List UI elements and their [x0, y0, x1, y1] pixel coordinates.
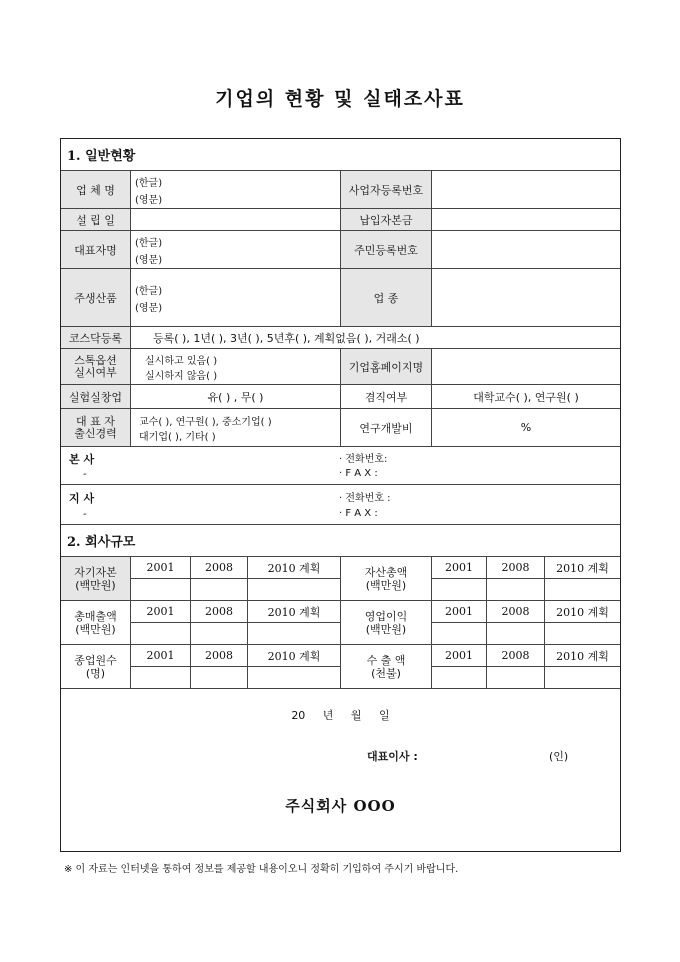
stock-option-field[interactable] [131, 349, 341, 385]
exports-year-2010: 2010 계획 [545, 645, 620, 667]
assets-year-2001: 2001 [432, 557, 487, 579]
homepage-label: 기업홈페이지명 [341, 349, 432, 385]
ceo-career-options[interactable] [131, 409, 341, 447]
sales-year-2008: 2008 [191, 601, 248, 623]
ceo-career-line1: 교수( ), 연구원( ), 중소기업( ) [139, 416, 272, 428]
exports-value-2001[interactable] [432, 667, 487, 689]
employees-year-2001: 2001 [131, 645, 191, 667]
footer-note: ※ 이 자료는 인터넷을 통하여 정보를 제공할 내용이오니 정확히 기입하여 주시기 바랍니다. [64, 864, 459, 875]
hq-fax[interactable]: · F A X : [339, 468, 378, 479]
signature-date[interactable]: 20 년 월 일 [291, 709, 390, 722]
branch-label: 지 사 [69, 492, 95, 505]
assets-year-2008: 2008 [487, 557, 545, 579]
product-field[interactable] [131, 269, 341, 327]
sales-value-2010[interactable] [248, 623, 341, 645]
equity-year-2008: 2008 [191, 557, 248, 579]
korean-tag: (한글) [135, 285, 163, 297]
op-profit-year-2010: 2010 계획 [545, 601, 620, 623]
ceo-career-line2: 대기업( ), 기타( ) [139, 431, 216, 443]
stock-option-label: 스톡옵션 실시여부 [61, 349, 131, 385]
equity-year-2010: 2010 계획 [248, 557, 341, 579]
op-profit-label: 영업이익 (백만원) [341, 601, 432, 645]
employees-label: 종업원수 (명) [61, 645, 131, 689]
kosdaq-options[interactable]: 등록( ), 1년( ), 3년( ), 5년후( ), 계획없음( ), 거래소( ) [131, 327, 620, 349]
biz-reg-field[interactable] [432, 171, 620, 209]
sales-value-2008[interactable] [191, 623, 248, 645]
page-title: 기업의 현황 및 실태조사표 [215, 88, 465, 110]
equity-value-2010[interactable] [248, 579, 341, 601]
hq-address-dash[interactable]: - [83, 469, 87, 480]
section-scale-heading: 2. 회사규모 [61, 525, 620, 557]
survey-form [60, 138, 621, 852]
signature-seal: (인) [549, 750, 569, 763]
branch-address-dash[interactable]: - [83, 509, 87, 520]
assets-value-2010[interactable] [545, 579, 620, 601]
industry-label: 업 종 [341, 269, 432, 327]
rnd-label: 연구개발비 [341, 409, 432, 447]
equity-value-2008[interactable] [191, 579, 248, 601]
rnd-field[interactable]: % [432, 409, 620, 447]
ceo-label: 대표자명 [61, 231, 131, 269]
ceo-field[interactable] [131, 231, 341, 269]
employees-value-2010[interactable] [248, 667, 341, 689]
lab-startup-label: 실험실창업 [61, 385, 131, 409]
assets-value-2001[interactable] [432, 579, 487, 601]
equity-year-2001: 2001 [131, 557, 191, 579]
industry-field[interactable] [432, 269, 620, 327]
capital-field[interactable] [432, 209, 620, 231]
biz-reg-label: 사업자등록번호 [341, 171, 432, 209]
op-profit-value-2001[interactable] [432, 623, 487, 645]
homepage-field[interactable] [432, 349, 620, 385]
hq-label: 본 사 [69, 453, 95, 466]
employees-year-2008: 2008 [191, 645, 248, 667]
branch-phone[interactable]: · 전화번호 : [339, 493, 391, 504]
sales-year-2001: 2001 [131, 601, 191, 623]
korean-tag: (한글) [135, 177, 163, 189]
founded-field[interactable] [131, 209, 341, 231]
korean-tag: (한글) [135, 237, 163, 249]
company-name-field[interactable] [131, 171, 341, 209]
english-tag: (영문) [135, 302, 163, 314]
sales-label: 총매출액 (백만원) [61, 601, 131, 645]
resident-id-label: 주민등록번호 [341, 231, 432, 269]
exports-year-2001: 2001 [432, 645, 487, 667]
hq-phone[interactable]: · 전화번호: [339, 454, 388, 465]
signature-ceo-label: 대표이사 : [367, 750, 418, 763]
dual-position-options[interactable]: 대학교수( ), 연구원( ) [432, 385, 620, 409]
ceo-career-label: 대 표 자 출신경력 [61, 409, 131, 447]
op-profit-value-2010[interactable] [545, 623, 620, 645]
founded-label: 설 립 일 [61, 209, 131, 231]
exports-year-2008: 2008 [487, 645, 545, 667]
lab-startup-options[interactable]: 유( ) , 무( ) [131, 385, 341, 409]
equity-label: 자기자본 (백만원) [61, 557, 131, 601]
company-name-label: 업 체 명 [61, 171, 131, 209]
english-tag: (영문) [135, 194, 163, 206]
equity-value-2001[interactable] [131, 579, 191, 601]
exports-label: 수 출 액 (천불) [341, 645, 432, 689]
product-label: 주생산품 [61, 269, 131, 327]
signature-company: 주식회사 OOO [285, 797, 396, 815]
employees-value-2008[interactable] [191, 667, 248, 689]
op-profit-value-2008[interactable] [487, 623, 545, 645]
sales-value-2001[interactable] [131, 623, 191, 645]
stock-option-no[interactable]: 실시하지 않음( ) [145, 370, 218, 382]
section-general-heading: 1. 일반현황 [61, 139, 620, 171]
exports-value-2010[interactable] [545, 667, 620, 689]
employees-value-2001[interactable] [131, 667, 191, 689]
exports-value-2008[interactable] [487, 667, 545, 689]
dual-position-label: 겸직여부 [341, 385, 432, 409]
capital-label: 납입자본금 [341, 209, 432, 231]
op-profit-year-2008: 2008 [487, 601, 545, 623]
employees-year-2010: 2010 계획 [248, 645, 341, 667]
branch-fax[interactable]: · F A X : [339, 508, 378, 519]
resident-id-field[interactable] [432, 231, 620, 269]
kosdaq-label: 코스닥등록 [61, 327, 131, 349]
english-tag: (영문) [135, 254, 163, 266]
sales-year-2010: 2010 계획 [248, 601, 341, 623]
op-profit-year-2001: 2001 [432, 601, 487, 623]
assets-label: 자산총액 (백만원) [341, 557, 432, 601]
assets-year-2010: 2010 계획 [545, 557, 620, 579]
assets-value-2008[interactable] [487, 579, 545, 601]
stock-option-yes[interactable]: 실시하고 있음( ) [145, 355, 218, 367]
